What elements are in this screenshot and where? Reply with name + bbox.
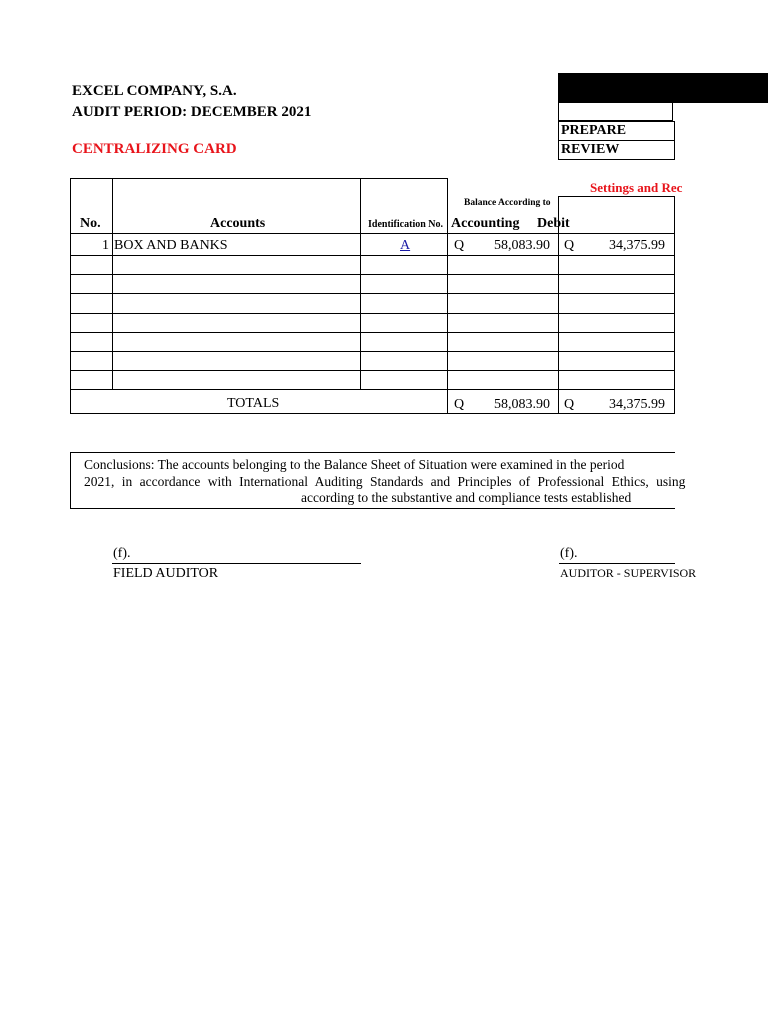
field-auditor-role: FIELD AUDITOR — [113, 566, 219, 581]
settings-label: Settings and Rec — [590, 180, 683, 195]
row-accounting-currency: Q — [454, 238, 465, 253]
stamp-prepare: PREPARE — [558, 121, 675, 141]
row-debit-value: 34,375.99 — [609, 238, 665, 253]
totals-label: TOTALS — [227, 396, 280, 411]
redacted-block — [558, 73, 768, 103]
conclusions-line-1: Conclusions: The accounts belonging to the Balance Sheet of Situation were examined in the period — [84, 457, 625, 472]
stamp-review: REVIEW — [558, 140, 675, 160]
col-header-debit: Debit — [537, 216, 570, 231]
totals-accounting-value: 58,083.90 — [494, 397, 550, 412]
conclusions-line-2: 2021, in accordance with International Auditing Standards and Principles of Professional Ethics, using — [84, 474, 686, 489]
row-account: BOX AND BANKS — [114, 238, 228, 253]
col-header-identification: Identification No. — [368, 219, 443, 230]
totals-debit-currency: Q — [564, 397, 575, 412]
row-no: 1 — [102, 238, 109, 253]
row-identification-link[interactable]: A — [400, 238, 411, 253]
row-debit-currency: Q — [564, 238, 575, 253]
field-auditor-signature-line — [112, 563, 361, 564]
centralizing-table — [70, 178, 675, 414]
conclusions-line-3: according to the substantive and compliance tests established — [301, 490, 632, 505]
company-name: EXCEL COMPANY, S.A. — [72, 83, 237, 99]
col-header-accounting: Accounting — [451, 216, 520, 231]
totals-debit-value: 34,375.99 — [609, 397, 665, 412]
row-accounting-value: 58,083.90 — [494, 238, 550, 253]
supervisor-role: AUDITOR - SUPERVISOR — [560, 566, 697, 580]
col-header-no: No. — [80, 216, 101, 231]
supervisor-signature-line — [559, 563, 675, 564]
col-header-accounts: Accounts — [210, 216, 266, 231]
col-header-balance-group: Balance According to — [464, 198, 551, 208]
field-auditor-signature-mark: (f). — [113, 546, 131, 561]
stamp-blank-row — [558, 103, 673, 121]
supervisor-signature-mark: (f). — [560, 546, 578, 561]
conclusions-box — [70, 452, 686, 509]
audit-period: AUDIT PERIOD: DECEMBER 2021 — [72, 104, 312, 120]
card-title: CENTRALIZING CARD — [72, 141, 237, 157]
totals-accounting-currency: Q — [454, 397, 465, 412]
